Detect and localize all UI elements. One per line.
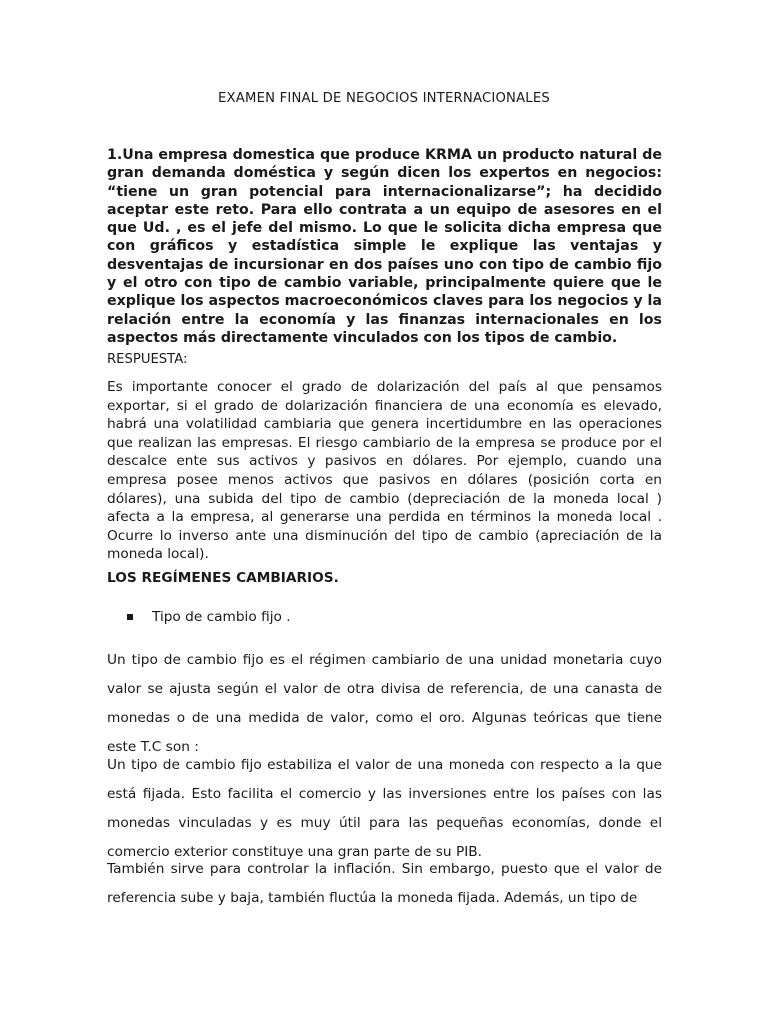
bullet-list-item <box>127 609 291 625</box>
fixed-rate-benefits-paragraph: Un tipo de cambio fijo estabiliza el valor de una moneda con respecto a la que está fijada. Esto facilita el comercio y las inversiones entre los países con las monedas vinculadas y es muy útil para las pequeñas economías, donde el comercio exterior constituye una gran parte de su PIB. <box>107 757 662 860</box>
document-title: EXAMEN FINAL DE NEGOCIOS INTERNACIONALES <box>218 91 550 106</box>
response-label: RESPUESTA: <box>107 352 188 367</box>
inflation-paragraph: También sirve para controlar la inflación. Sin embargo, puesto que el valor de referencia sube y baja, también fluctúa la moneda fijada. Además, un tipo de <box>107 861 662 906</box>
square-bullet-icon <box>127 614 133 620</box>
question-paragraph: 1.Una empresa domestica que produce KRMA un producto natural de gran demanda doméstica y según dicen los expertos en negocios: “tiene un gran potencial para internacionalizarse”; ha decidido aceptar este reto. Para ello contrata a un equipo de asesores en el que Ud. , es el jefe del mismo. Lo que le solicita dicha empresa que con gráficos y estadística simple le explique las ventajas y desventajas de incursionar en dos países uno con tipo de cambio fijo y el otro con tipo de cambio variable, principalmente quiere que le explique los aspectos macroeconómicos claves para los negocios y la relación entre la economía y las finanzas internacionales en los aspectos más directamente vinculados con los tipos de cambio. <box>107 147 662 346</box>
fixed-rate-definition-paragraph: Un tipo de cambio fijo es el régimen cambiario de una unidad monetaria cuyo valor se ajusta según el valor de otra divisa de referencia, de una canasta de monedas o de una medida de valor, como el oro. Algunas teóricas que tiene este T.C son : <box>107 652 662 755</box>
bullet-item-text: Tipo de cambio fijo . <box>152 609 291 625</box>
response-paragraph: Es importante conocer el grado de dolarización del país al que pensamos exportar, si el grado de dolarización financiera de una economía es elevado, habrá una volatilidad cambiaria que genera incertidumbre en las operaciones que realizan las empresas. El riesgo cambiario de la empresa se produce por el descalce ente sus activos y pasivos en dólares. Por ejemplo, cuando una empresa posee menos activos que pasivos en dólares (posición corta en dólares), una subida del tipo de cambio (depreciación de la moneda local ) afecta a la empresa, al generarse una perdida en términos la moneda local . Ocurre lo inverso ante una disminución del tipo de cambio (apreciación de la moneda local). <box>107 379 662 563</box>
section-heading: LOS REGÍMENES CAMBIARIOS. <box>107 570 339 586</box>
